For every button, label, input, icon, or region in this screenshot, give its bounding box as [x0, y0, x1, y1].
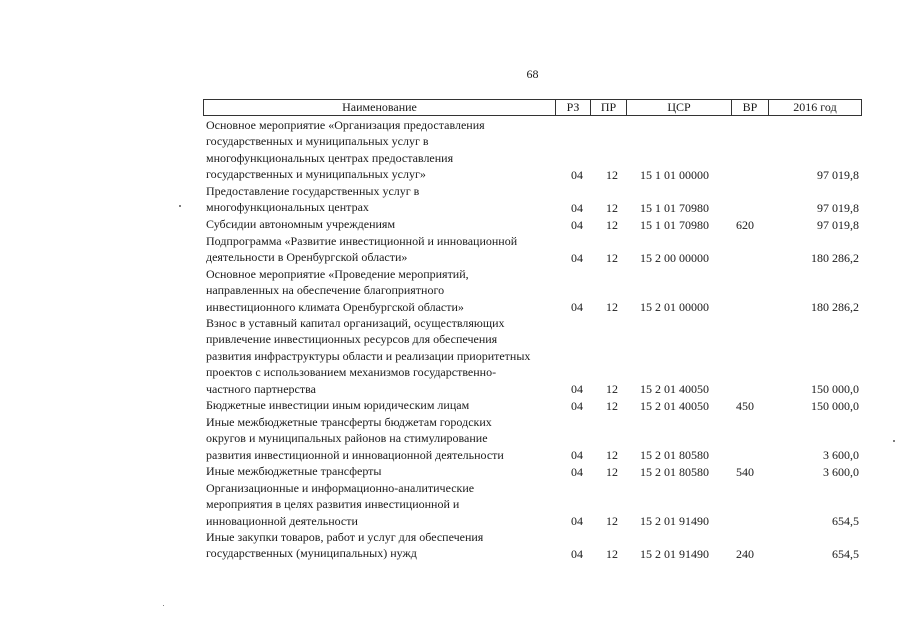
row-name: Основное мероприятие «Организация предоставления государственных и муниципальных услуг в многофункциональных центрах предоставления государственных и муниципальных услуг»: [206, 118, 485, 182]
table-row: [203, 397, 862, 414]
row-pr: 12: [606, 464, 618, 479]
row-rz: 04: [571, 546, 583, 561]
header-vr: ВР: [731, 100, 768, 115]
row-amount: 150 000,0: [811, 381, 859, 396]
row-rz: 04: [571, 167, 583, 182]
row-amount: 654,5: [832, 546, 859, 561]
row-vr: 620: [736, 217, 754, 232]
row-csr: 15 2 01 91490: [640, 546, 709, 561]
table-row: [203, 117, 862, 183]
row-name: Иные межбюджетные трансферты: [206, 464, 382, 478]
row-amount: 97 019,8: [817, 200, 859, 215]
row-csr: 15 2 01 40050: [640, 398, 709, 413]
row-name: Иные межбюджетные трансферты бюджетам городских округов и муниципальных районов на стимулирование развития инвестиционной и инновационной деятельности: [206, 415, 504, 462]
row-name: Организационные и информационно-аналитические мероприятия в целях развития инвестиционной и инновационной деятельности: [206, 481, 475, 528]
row-name: Иные закупки товаров, работ и услуг для обеспечения государственных (муниципальных) нужд: [206, 530, 484, 561]
header-pr: ПР: [590, 100, 626, 115]
row-amount: 3 600,0: [823, 447, 859, 462]
row-amount: 150 000,0: [811, 398, 859, 413]
row-amount: 654,5: [832, 513, 859, 528]
row-pr: 12: [606, 167, 618, 182]
row-pr: 12: [606, 200, 618, 215]
table-header: [203, 99, 862, 116]
row-name: Субсидии автономным учреждениям: [206, 217, 396, 231]
row-rz: 04: [571, 381, 583, 396]
row-vr: 240: [736, 546, 754, 561]
row-rz: 04: [571, 250, 583, 265]
table-row: [203, 480, 862, 529]
row-vr: 540: [736, 464, 754, 479]
row-csr: 15 2 00 00000: [640, 250, 709, 265]
page-number: 68: [526, 67, 539, 81]
row-vr: 450: [736, 398, 754, 413]
row-pr: 12: [606, 447, 618, 462]
header-name: Наименование: [342, 100, 417, 114]
row-pr: 12: [606, 546, 618, 561]
table-row: [203, 529, 862, 562]
row-pr: 12: [606, 299, 618, 314]
scan-speck: [163, 605, 164, 606]
row-csr: 15 1 01 70980: [640, 200, 709, 215]
row-csr: 15 2 01 91490: [640, 513, 709, 528]
row-amount: 97 019,8: [817, 167, 859, 182]
row-rz: 04: [571, 513, 583, 528]
header-csr: ЦСР: [626, 100, 731, 115]
table-row: [203, 233, 862, 266]
row-amount: 180 286,2: [811, 299, 859, 314]
table-row: [203, 183, 862, 216]
row-amount: 3 600,0: [823, 464, 859, 479]
row-rz: 04: [571, 299, 583, 314]
row-name: Подпрограмма «Развитие инвестиционной и инновационной деятельности в Оренбургской области»: [206, 234, 518, 265]
row-rz: 04: [571, 464, 583, 479]
row-csr: 15 1 01 00000: [640, 167, 709, 182]
row-csr: 15 2 01 80580: [640, 447, 709, 462]
header-year: 2016 год: [768, 100, 861, 115]
row-csr: 15 1 01 70980: [640, 217, 709, 232]
header-rz: РЗ: [555, 100, 590, 115]
row-pr: 12: [606, 217, 618, 232]
row-rz: 04: [571, 398, 583, 413]
row-pr: 12: [606, 381, 618, 396]
table-row: [203, 216, 862, 233]
row-csr: 15 2 01 00000: [640, 299, 709, 314]
row-pr: 12: [606, 398, 618, 413]
row-name: Основное мероприятие «Проведение мероприятий, направленных на обеспечение благоприятного инвестиционного климата Оренбургской области»: [206, 267, 469, 314]
table-row: [203, 266, 862, 315]
row-name: Взнос в уставный капитал организаций, осуществляющих привлечение инвестиционных ресурсов для обеспечения развития инфраструктуры области и реализации приоритетных проектов с использованием механизмов государственно- частного партнерства: [206, 316, 531, 396]
row-amount: 97 019,8: [817, 217, 859, 232]
row-name: Предоставление государственных услуг в многофункциональных центрах: [206, 184, 420, 215]
row-rz: 04: [571, 217, 583, 232]
row-csr: 15 2 01 80580: [640, 464, 709, 479]
scan-speck: [179, 205, 181, 207]
row-pr: 12: [606, 250, 618, 265]
row-name: Бюджетные инвестиции иным юридическим лицам: [206, 398, 470, 412]
scan-speck: [893, 440, 895, 442]
row-rz: 04: [571, 447, 583, 462]
row-rz: 04: [571, 200, 583, 215]
row-csr: 15 2 01 40050: [640, 381, 709, 396]
table-row: [203, 463, 862, 480]
table-row: [203, 315, 862, 397]
table-row: [203, 414, 862, 463]
row-pr: 12: [606, 513, 618, 528]
row-amount: 180 286,2: [811, 250, 859, 265]
